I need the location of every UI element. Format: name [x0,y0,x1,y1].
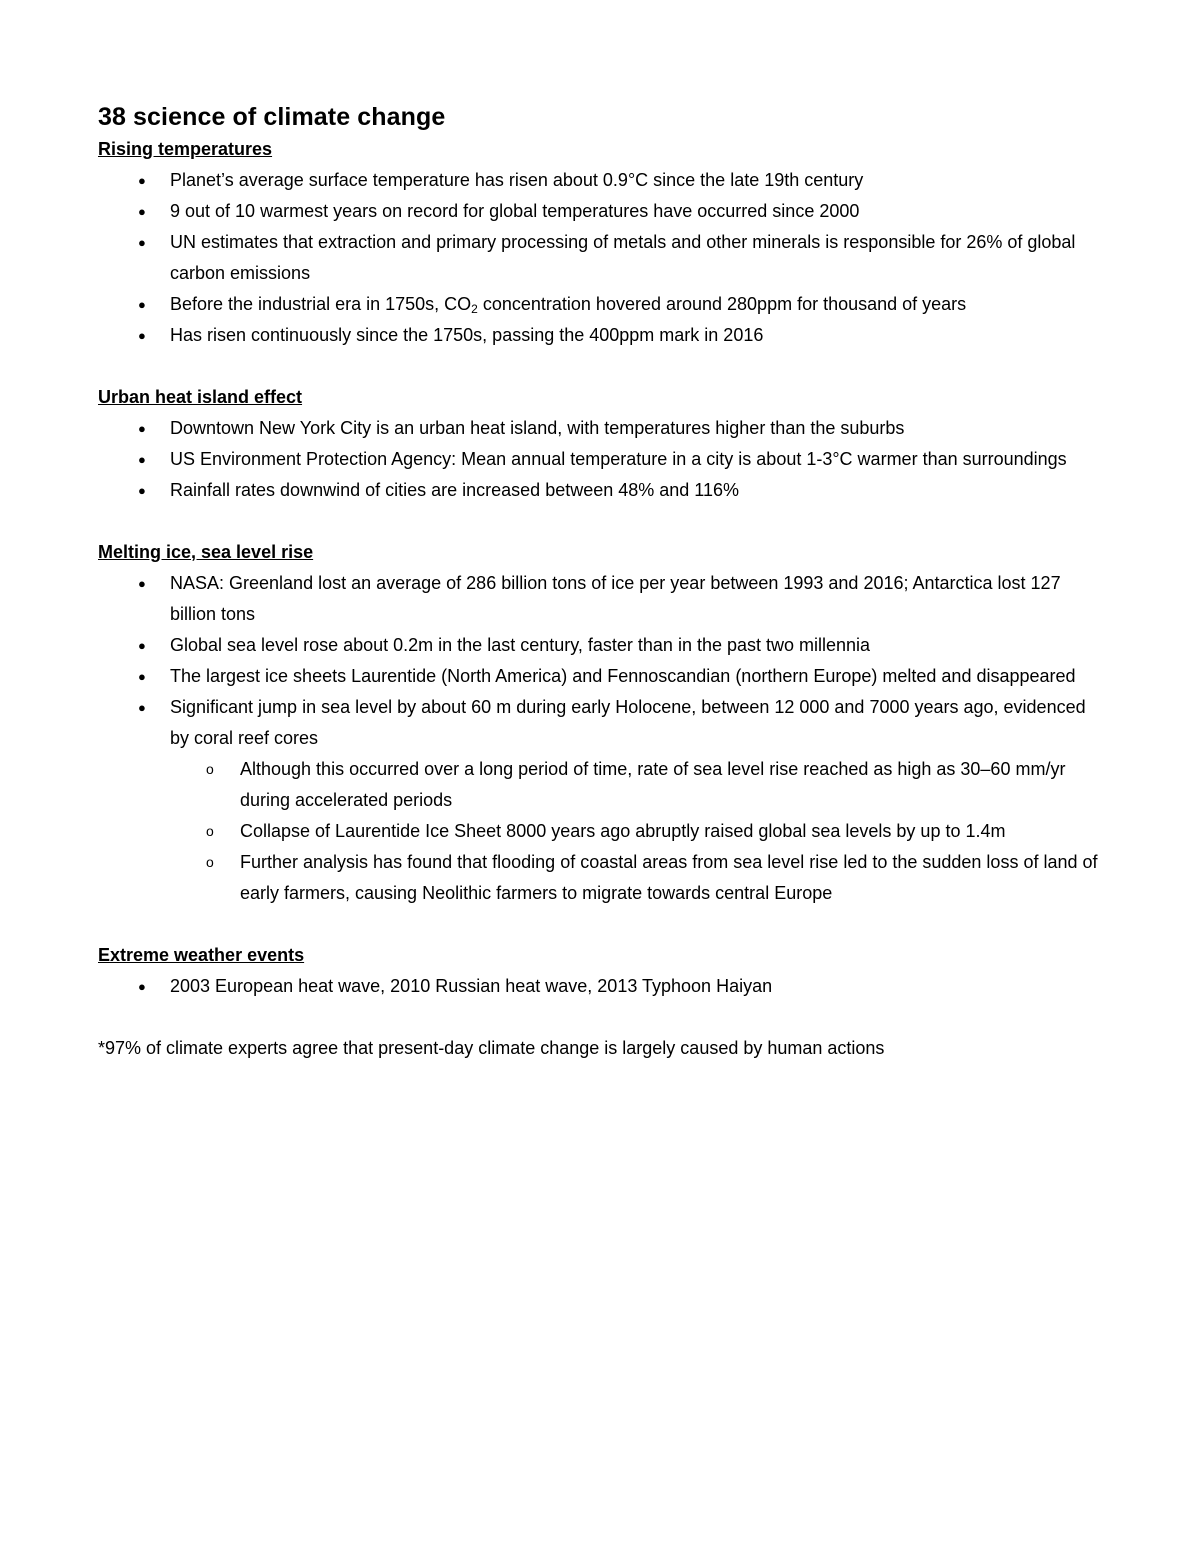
list-item-text-before: Before the industrial era in 1750s, CO [170,294,472,314]
sub-list-item [98,847,1108,909]
section-heading-urban-heat-island: Urban heat island effect [98,387,303,407]
subscript: 2 [471,302,478,316]
sub-list-item [98,816,1108,847]
sub-list-item-text: Collapse of Laurentide Ice Sheet 8000 years ago abruptly raised global sea levels by up to 1.4m [240,821,1006,841]
bullet-icon: ● [138,328,146,343]
bullet-icon: ● [138,173,146,188]
list-item [98,227,1108,289]
urban-heat-island-list [98,413,1108,506]
bullet-icon: ● [138,452,146,467]
bullet-icon: ● [138,700,146,715]
list-item-text: UN estimates that extraction and primary processing of metals and other minerals is responsible for 26% of global carbon emissions [170,232,1076,283]
bullet-icon: ● [138,204,146,219]
sub-list-item [98,754,1108,816]
sub-list-item-text: Further analysis has found that flooding of coastal areas from sea level rise led to the sudden loss of land of early farmers, causing Neolithic farmers to migrate towards central Europe [240,852,1098,903]
list-item-text: Significant jump in sea level by about 60 m during early Holocene, between 12 000 and 7000 years ago, evidenced by coral reef cores [170,697,1086,748]
bullet-icon: ● [138,576,146,591]
list-item [98,692,1108,909]
list-item [98,475,1108,506]
list-item [98,661,1108,692]
hollow-bullet-icon: o [206,823,214,839]
spacer [98,909,1108,940]
spacer [98,1002,1108,1033]
hollow-bullet-icon: o [206,854,214,870]
list-item [98,444,1108,475]
spacer [98,351,1108,382]
bullet-icon: ● [138,483,146,498]
bullet-icon: ● [138,297,146,312]
bullet-icon: ● [138,421,146,436]
list-item-text: Has risen continuously since the 1750s, passing the 400ppm mark in 2016 [170,325,764,345]
list-item [98,630,1108,661]
list-item-text: Downtown New York City is an urban heat island, with temperatures higher than the suburbs [170,418,905,438]
bullet-icon: ● [138,979,146,994]
list-item-text: US Environment Protection Agency: Mean annual temperature in a city is about 1-3°C warmer than surroundings [170,449,1067,469]
list-item [98,413,1108,444]
extreme-weather-list [98,971,1108,1002]
bullet-icon: ● [138,669,146,684]
sub-list-item-text: Although this occurred over a long period of time, rate of sea level rise reached as high as 30–60 mm/yr during accelerated periods [240,759,1066,810]
melting-ice-list [98,568,1108,909]
melting-ice-sublist [170,754,1108,909]
list-item-text-after: concentration hovered around 280ppm for thousand of years [477,294,967,314]
spacer [98,506,1108,537]
list-item-text: NASA: Greenland lost an average of 286 billion tons of ice per year between 1993 and 2016; Antarctica lost 127 billion tons [170,573,1061,624]
page-title: 38 science of climate change [98,103,446,131]
list-item-text: 9 out of 10 warmest years on record for global temperatures have occurred since 2000 [170,201,860,221]
bullet-icon: ● [138,235,146,250]
footnote: *97% of climate experts agree that present-day climate change is largely caused by human actions [98,1038,885,1058]
list-item-text: Planet’s average surface temperature has risen about 0.9°C since the late 19th century [170,170,864,190]
list-item-text: Rainfall rates downwind of cities are increased between 48% and 116% [170,480,740,500]
section-heading-rising-temperatures: Rising temperatures [98,139,273,159]
list-item-text: The largest ice sheets Laurentide (North America) and Fennoscandian (northern Europe) melted and disappeared [170,666,1076,686]
list-item [98,971,1108,1002]
list-item [98,289,1108,320]
list-item [98,165,1108,196]
list-item [98,568,1108,630]
bullet-icon: ● [138,638,146,653]
document-page [98,100,1108,1064]
list-item [98,320,1108,351]
hollow-bullet-icon: o [206,761,214,777]
section-heading-extreme-weather: Extreme weather events [98,945,305,965]
list-item-text: 2003 European heat wave, 2010 Russian heat wave, 2013 Typhoon Haiyan [170,976,773,996]
section-heading-melting-ice: Melting ice, sea level rise [98,542,314,562]
list-item [98,196,1108,227]
list-item-text: Global sea level rose about 0.2m in the last century, faster than in the past two millennia [170,635,871,655]
rising-temperatures-list [98,165,1108,351]
